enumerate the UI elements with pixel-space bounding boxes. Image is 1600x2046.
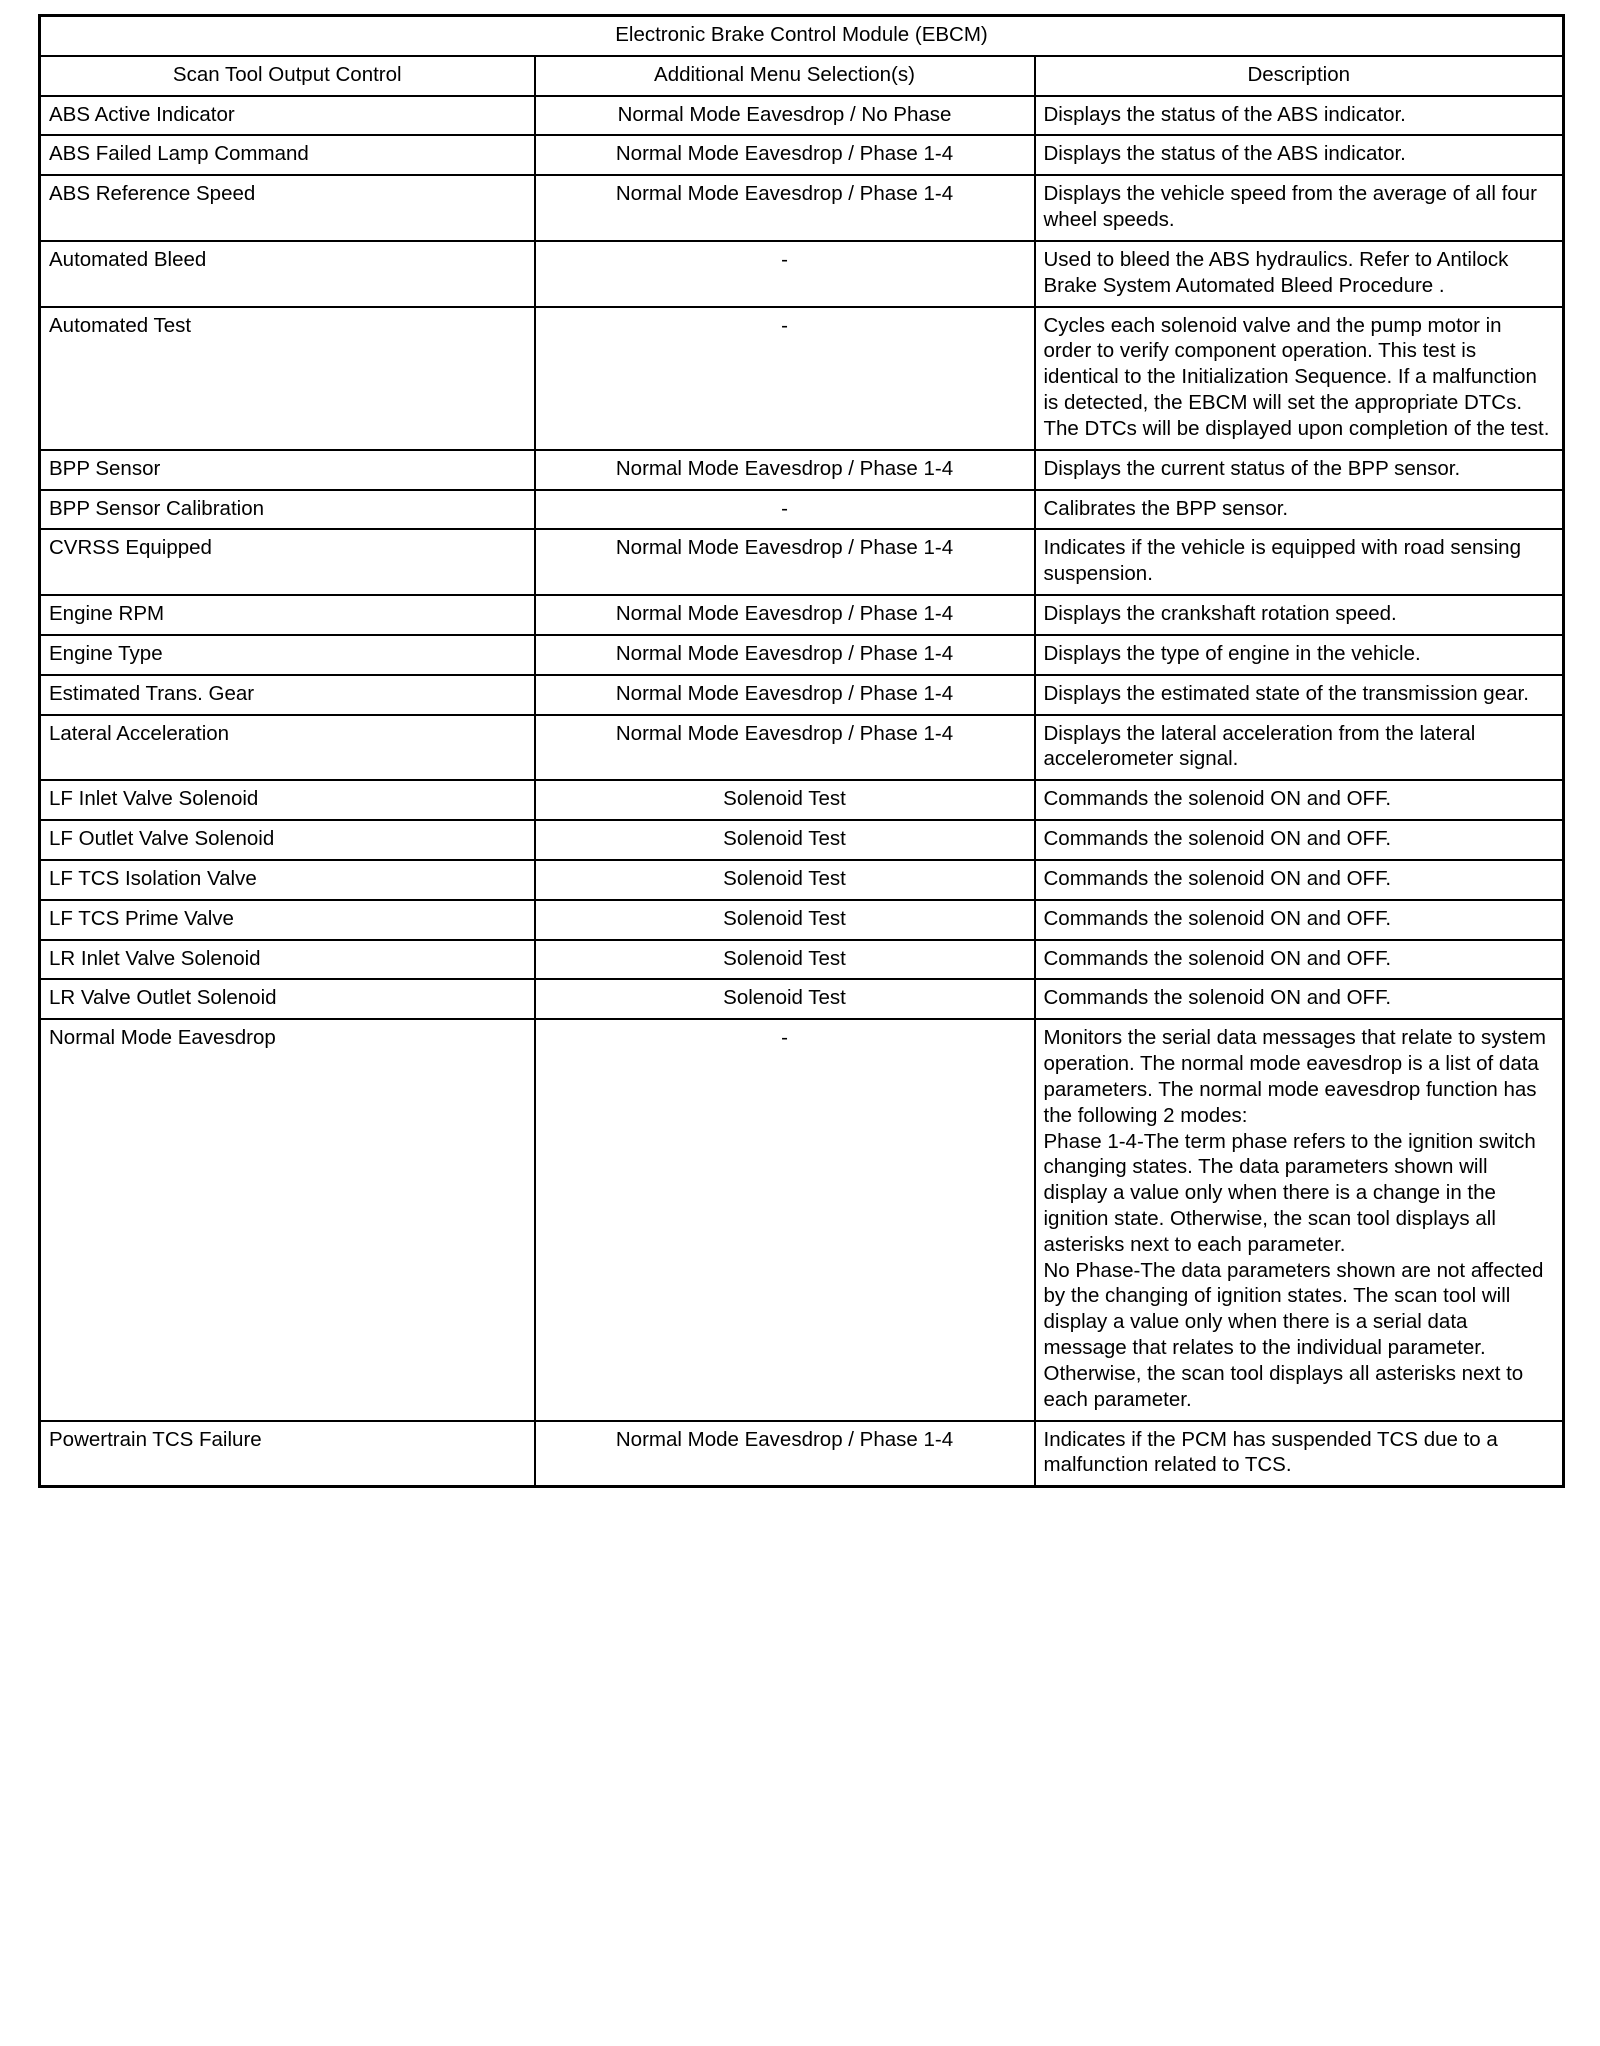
cell-description: Indicates if the PCM has suspended TCS due to a malfunction related to TCS. [1035,1421,1564,1487]
table-row [40,595,1564,635]
cell-control: LF Outlet Valve Solenoid [40,820,535,860]
cell-menu: Normal Mode Eavesdrop / Phase 1-4 [535,450,1035,490]
cell-control: Estimated Trans. Gear [40,675,535,715]
table-row [40,135,1564,175]
cell-description: Displays the current status of the BPP sensor. [1035,450,1564,490]
cell-control: LF TCS Isolation Valve [40,860,535,900]
description-no-phase: No Phase-The data parameters shown are not affected by the changing of ignition states. The scan tool will display a value only when there is a serial data message that relates to the individual parameter. Otherwise, the scan tool displays all asterisks next to each parameter. [1043,1258,1544,1411]
table-header-row [40,56,1564,96]
table-row [40,900,1564,940]
cell-control: Automated Bleed [40,241,535,307]
cell-control: Lateral Acceleration [40,715,535,781]
table-row [40,780,1564,820]
cell-menu: - [535,490,1035,530]
table-row [40,1421,1564,1487]
cell-control: Automated Test [40,307,535,450]
cell-menu: Normal Mode Eavesdrop / Phase 1-4 [535,529,1035,595]
cell-description: Commands the solenoid ON and OFF. [1035,860,1564,900]
ebcm-output-control-table [38,14,1565,1488]
table-row [40,675,1564,715]
cell-control: Normal Mode Eavesdrop [40,1019,535,1420]
cell-menu: Solenoid Test [535,820,1035,860]
cell-menu: Normal Mode Eavesdrop / Phase 1-4 [535,675,1035,715]
cell-control: ABS Reference Speed [40,175,535,241]
cell-description: Displays the status of the ABS indicator. [1035,135,1564,175]
table-row [40,820,1564,860]
cell-control: Engine Type [40,635,535,675]
cell-menu: - [535,1019,1035,1420]
table-row [40,715,1564,781]
cell-control: LR Valve Outlet Solenoid [40,979,535,1019]
table-row [40,96,1564,136]
cell-control: CVRSS Equipped [40,529,535,595]
cell-menu: Solenoid Test [535,900,1035,940]
table-row [40,635,1564,675]
cell-description: Displays the crankshaft rotation speed. [1035,595,1564,635]
column-header-description: Description [1035,56,1564,96]
column-header-control: Scan Tool Output Control [40,56,535,96]
cell-menu: Normal Mode Eavesdrop / No Phase [535,96,1035,136]
table-row [40,940,1564,980]
cell-menu: - [535,241,1035,307]
cell-description: Displays the status of the ABS indicator. [1035,96,1564,136]
cell-description: Commands the solenoid ON and OFF. [1035,900,1564,940]
cell-control: LF TCS Prime Valve [40,900,535,940]
table-row [40,490,1564,530]
cell-menu: - [535,307,1035,450]
cell-description: Calibrates the BPP sensor. [1035,490,1564,530]
table-row [40,307,1564,450]
cell-description: Used to bleed the ABS hydraulics. Refer to Antilock Brake System Automated Bleed Procedure . [1035,241,1564,307]
cell-control: ABS Active Indicator [40,96,535,136]
cell-menu: Normal Mode Eavesdrop / Phase 1-4 [535,635,1035,675]
cell-menu: Normal Mode Eavesdrop / Phase 1-4 [535,1421,1035,1487]
cell-menu: Solenoid Test [535,860,1035,900]
cell-description: Displays the vehicle speed from the average of all four wheel speeds. [1035,175,1564,241]
cell-menu: Normal Mode Eavesdrop / Phase 1-4 [535,175,1035,241]
cell-control: LR Inlet Valve Solenoid [40,940,535,980]
description-phase-1-4: Phase 1-4-The term phase refers to the ignition switch changing states. The data parameters shown will display a value only when there is a change in the ignition state. Otherwise, the scan tool displays all asterisks next to each parameter. [1043,1129,1536,1256]
cell-menu: Solenoid Test [535,940,1035,980]
cell-control: Engine RPM [40,595,535,635]
cell-description: Indicates if the vehicle is equipped with road sensing suspension. [1035,529,1564,595]
cell-control: BPP Sensor Calibration [40,490,535,530]
table-row [40,529,1564,595]
table-title-row [40,16,1564,56]
cell-description: Displays the type of engine in the vehicle. [1035,635,1564,675]
cell-menu: Normal Mode Eavesdrop / Phase 1-4 [535,135,1035,175]
table-row [40,979,1564,1019]
table-row [40,450,1564,490]
cell-menu: Solenoid Test [535,979,1035,1019]
table-row [40,860,1564,900]
cell-description: Displays the lateral acceleration from the lateral accelerometer signal. [1035,715,1564,781]
cell-menu: Solenoid Test [535,780,1035,820]
table-row [40,175,1564,241]
table-title: Electronic Brake Control Module (EBCM) [40,16,1564,56]
table-row [40,241,1564,307]
cell-control: ABS Failed Lamp Command [40,135,535,175]
column-header-menu: Additional Menu Selection(s) [535,56,1035,96]
cell-menu: Normal Mode Eavesdrop / Phase 1-4 [535,715,1035,781]
description-intro: Monitors the serial data messages that relate to system operation. The normal mode eavesdrop is a list of data parameters. The normal mode eavesdrop function has the following 2 modes: [1043,1026,1546,1127]
cell-description: Commands the solenoid ON and OFF. [1035,820,1564,860]
cell-description: Commands the solenoid ON and OFF. [1035,940,1564,980]
cell-description [1035,1019,1564,1420]
table-row-normal-mode-eavesdrop [40,1019,1564,1420]
cell-control: LF Inlet Valve Solenoid [40,780,535,820]
cell-description: Commands the solenoid ON and OFF. [1035,979,1564,1019]
cell-description: Cycles each solenoid valve and the pump motor in order to verify component operation. This test is identical to the Initialization Sequence. If a malfunction is detected, the EBCM will set the appropriate DTCs. The DTCs will be displayed upon completion of the test. [1035,307,1564,450]
cell-description: Displays the estimated state of the transmission gear. [1035,675,1564,715]
cell-control: BPP Sensor [40,450,535,490]
cell-menu: Normal Mode Eavesdrop / Phase 1-4 [535,595,1035,635]
cell-description: Commands the solenoid ON and OFF. [1035,780,1564,820]
cell-control: Powertrain TCS Failure [40,1421,535,1487]
